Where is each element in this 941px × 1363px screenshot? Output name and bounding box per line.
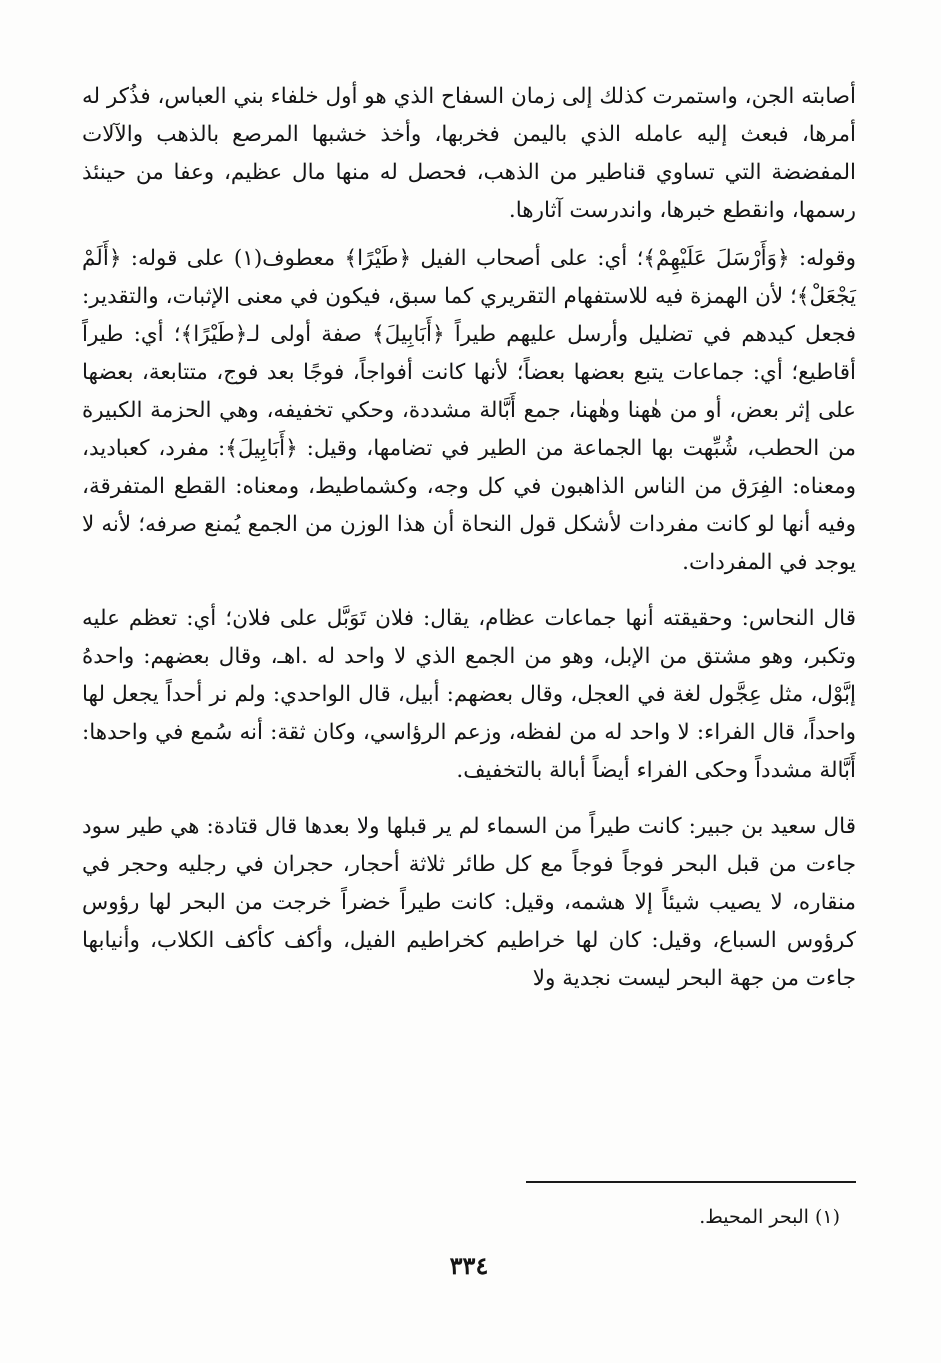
- paragraph-3: قال النحاس: وحقيقته أنها جماعات عظام، يقال: فلان تَوَبَّل على فلان؛ أي: تعظم عليه وتكبر، وهو مشتق من الإبل، وهو من الجمع الذي لا واحد له .اهـ، وقال بعضهم: واحدهُ إبَّوْل، مثل عِجَّول لغة في العجل، وقال بعضهم: أبيل، قال الواحدي: ولم نر أحداً يجعل لها واحداً، قال الفراء: لا واحد له من لفظه، وزعم الرؤاسي، وكان ثقة: أنه سُمع في واحدها: أَبَّالة مشدداً وحكى الفراء أيضاً أبالة بالتخفيف.: [82, 606, 856, 783]
- paragraph-1: أصابته الجن، واستمرت كذلك إلى زمان السفاح الذي هو أول خلفاء بني العباس، فذُكر له أمرها، فبعث إليه عامله الذي باليمن فخربها، وأخذ خشبها المرصع بالذهب والآلات المفضضة التي تساوي قناطير من الذهب، فحصل له منها مال عظيم، وعفا من حينئذ رسمها، وانقطع خبرها، واندرست آثارها.: [82, 84, 856, 223]
- footnote-separator: [526, 1181, 856, 1183]
- book-page: [82, 78, 856, 1348]
- footnote: (١) البحر المحيط.: [699, 1206, 840, 1228]
- paragraph-4: قال سعيد بن جبير: كانت طيراً من السماء لم ير قبلها ولا بعدها قال قتادة: هي طير سود جاءت من قبل البحر فوجاً فوجاً مع كل طائر ثلاثة أحجار، حجران في رجليه وحجر في منقاره، لا يصيب شيئاً إلا هشمه، وقيل: كانت طيراً خضراً خرجت من البحر لها رؤوس كرؤوس السباع، وقيل: كان لها خراطيم كخراطيم الفيل، وأكف كأكف الكلاب، وأنيابها جاءت من جهة البحر ليست نجدية ولا: [82, 814, 856, 991]
- page-number: ٣٣٤: [449, 1251, 489, 1280]
- paragraph-2: وقوله: ﴿وَأَرْسَلَ عَلَيْهِمْ﴾؛ أي: على أصحاب الفيل ﴿طَيْرًا﴾ معطوف(١) على قوله: ﴿أَلَمْ يَجْعَلْ﴾؛ لأن الهمزة فيه للاستفهام التقريري كما سبق، فيكون في معنى الإثبات، والتقدير: فجعل كيدهم في تضليل وأرسل عليهم طيراً ﴿أَبَابِيلَ﴾ صفة أولى لـ﴿طَيْرًا﴾؛ أي: طيراً أقاطيع؛ أي: جماعات يتبع بعضها بعضاً؛ لأنها كانت أفواجاً، فوجًا بعد فوج، متتابعة، بعضها على إثر بعض، أو من هٰهنا وهٰهنا، جمع أَبَّالة مشددة، وحكي تخفيفه، وهي الحزمة الكبيرة من الحطب، شُبِّهت بها الجماعة من الطير في تضامها، وقيل: ﴿أَبَابِيلَ﴾: مفرد، كعباديد، ومعناه: الفِرَق من الناس الذاهبون في كل وجه، وكشماطيط، ومعناه: القطع المتفرقة، وفيه أنها لو كانت مفردات لأشكل قول النحاة أن هذا الوزن من الجمع يُمنع صرفه؛ لأنه لا يوجد في المفردات.: [82, 246, 856, 575]
